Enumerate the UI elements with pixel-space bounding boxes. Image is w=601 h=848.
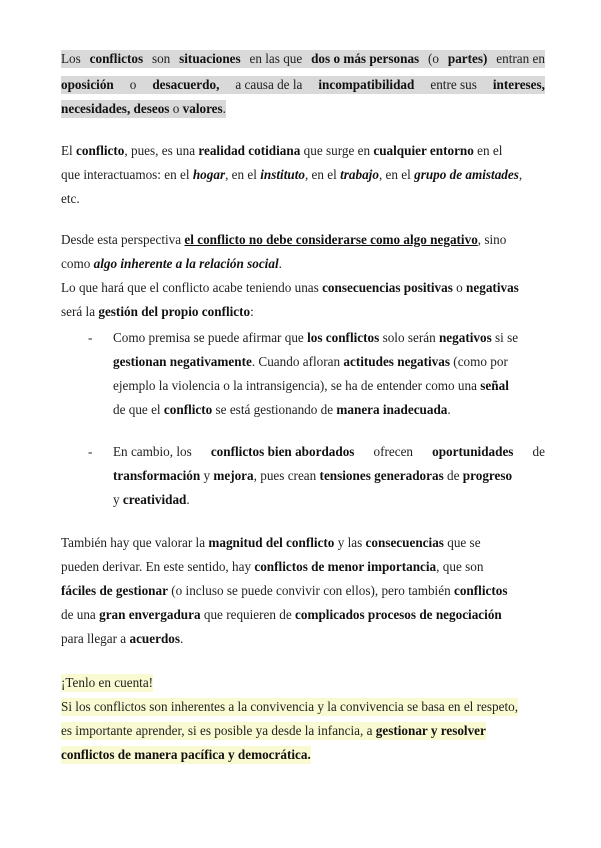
p4-line-1: También hay que valorar la magnitud del conflicto y las consecuencias que se: [61, 535, 481, 550]
item1-line-4: de que el conflicto se está gestionando de manera inadecuada.: [113, 402, 451, 417]
intro-line-1: Los conflictos son situaciones en las que dos o más personas (o partes) entran en: [61, 51, 545, 66]
p4-line-5: para llegar a acuerdos.: [61, 631, 184, 646]
p4-line-2: pueden derivar. En este sentido, hay conflictos de menor importancia, que son: [61, 559, 484, 574]
p4-line-3: fáciles de gestionar (o incluso se puede convivir con ellos), pero también conflictos: [61, 583, 508, 598]
p2-line-2: que interactuamos: en el hogar, en el instituto, en el trabajo, en el grupo de amistades,: [61, 167, 523, 182]
note-line-3: conflictos de manera pacífica y democrática.: [61, 747, 311, 762]
p3-line-3: Lo que hará que el conflicto acabe teniendo unas consecuencias positivas o negativas: [61, 280, 519, 295]
note-line-2: es importante aprender, si es posible ya desde la infancia, a gestionar y resolver: [61, 723, 486, 738]
item1-line-2: gestionan negativamente. Cuando afloran actitudes negativas (como por: [113, 354, 508, 369]
p2-line-1: El conflicto, pues, es una realidad cotidiana que surge en cualquier entorno en el: [61, 143, 503, 158]
p3-line-4: será la gestión del propio conflicto:: [61, 304, 254, 319]
p3-line-1: Desde esta perspectiva el conflicto no debe considerarse como algo negativo, sino: [61, 232, 507, 247]
item2-line-3: y creatividad.: [113, 492, 190, 507]
item2-line-2: transformación y mejora, pues crean tensiones generadoras de progreso: [113, 468, 513, 483]
list-dash-2: -: [88, 444, 93, 459]
item1-line-3: ejemplo la violencia o la intransigencia), se ha de entender como una señal: [113, 378, 509, 393]
intro-line-3: necesidades, deseos o valores.: [61, 101, 226, 116]
item1-line-1: Como premisa se puede afirmar que los conflictos solo serán negativos si se: [113, 330, 519, 345]
item2-line-1: En cambio, los conflictos bien abordados ofrecen oportunidades de: [113, 444, 545, 459]
p2-line-3: etc.: [61, 191, 80, 206]
note-line-1: Si los conflictos son inherentes a la convivencia y la convivencia se basa en el respeto,: [61, 699, 519, 714]
list-dash-1: -: [88, 330, 93, 345]
intro-line-2: oposición o desacuerdo, a causa de la incompatibilidad entre sus intereses,: [61, 77, 545, 92]
p3-line-2: como algo inherente a la relación social.: [61, 256, 282, 271]
p4-line-4: de una gran envergadura que requieren de complicados procesos de negociación: [61, 607, 502, 622]
note-title: ¡Tenlo en cuenta!: [61, 675, 154, 690]
